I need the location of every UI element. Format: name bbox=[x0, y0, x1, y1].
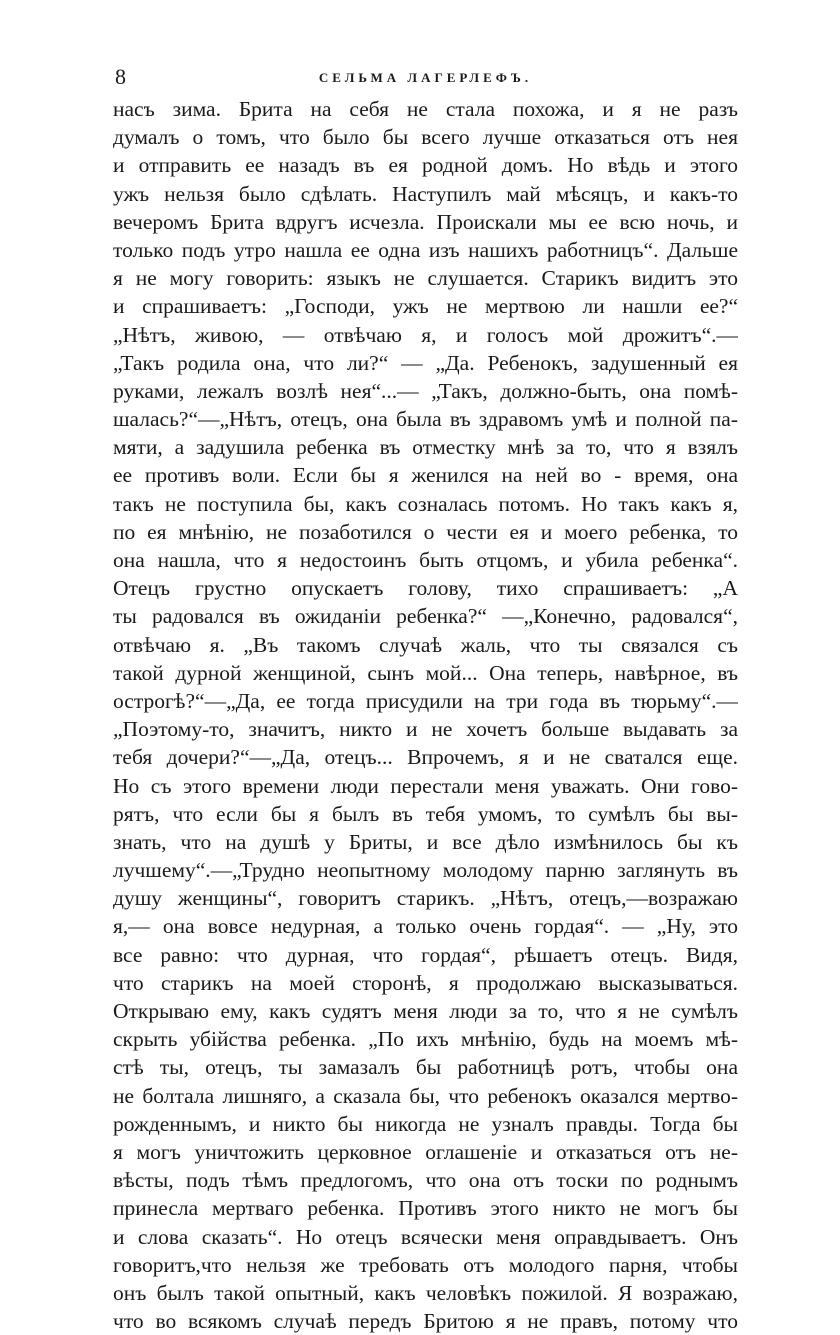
text-line: мяти, а задушила ребенка въ отместку мнѣ за то, что я взялъ bbox=[113, 435, 738, 460]
text-line: вечеромъ Брита вдругъ исчезла. Проискали мы ее всю ночь, и bbox=[113, 209, 738, 234]
text-line: не болтала лишняго, а сказала бы, что ребенокъ оказался мертво- bbox=[113, 1083, 738, 1108]
body-text bbox=[113, 95, 738, 1335]
text-line: и спрашиваетъ: „Господи, ужъ не мертвою ли нашли ее?“ bbox=[113, 294, 738, 319]
text-line: рятъ, что если бы я былъ въ тебя умомъ, то сумѣлъ бы вы- bbox=[113, 801, 738, 826]
text-line: я могъ уничтожить церковное оглашеніе и отказаться отъ не- bbox=[113, 1139, 738, 1164]
text-line: что во всякомъ случаѣ передъ Бритою я не правъ, потому что bbox=[113, 1309, 738, 1334]
text-line: острогѣ?“—„Да, ее тогда присудили на три года въ тюрьму“.— bbox=[113, 688, 738, 713]
text-line: такъ не поступила бы, какъ созналась потомъ. Но такъ какъ я, bbox=[113, 491, 738, 516]
text-line: принесла мертваго ребенка. Противъ этого никто не могъ бы bbox=[113, 1196, 738, 1221]
text-line: душу женщины“, говоритъ старикъ. „Нѣтъ, отецъ,—возражаю bbox=[113, 886, 738, 911]
text-line: ее противъ воли. Если бы я женился на ней во - время, она bbox=[113, 463, 738, 488]
text-line: „Такъ родила она, что ли?“ — „Да. Ребенокъ, задушенный ея bbox=[113, 350, 738, 375]
text-line: онъ былъ такой опытный, какъ человѣкъ пожилой. Я возражаю, bbox=[113, 1280, 738, 1305]
text-line: и слова сказать“. Но отецъ всячески меня оправдываетъ. Онъ bbox=[113, 1224, 738, 1249]
text-line: ты радовался въ ожиданіи ребенка?“ —„Конечно, радовался“, bbox=[113, 604, 738, 629]
text-line: и отправить ее назадъ въ ея родной домъ. Но вѣдь и этого bbox=[113, 153, 738, 178]
text-line: стѣ ты, отецъ, ты замазалъ бы работницѣ ротъ, чтобы она bbox=[113, 1055, 738, 1080]
text-line: по ея мнѣнію, не позаботился о чести ея и моего ребенка, то bbox=[113, 519, 738, 544]
text-line: я,— она вовсе недурная, а только очень гордая“. — „Ну, это bbox=[113, 914, 738, 939]
text-line: тебя дочери?“—„Да, отецъ... Впрочемъ, я и не сватался еще. bbox=[113, 745, 738, 770]
text-line: все равно: что дурная, что гордая“, рѣшаетъ отецъ. Видя, bbox=[113, 942, 738, 967]
text-line: лучшему“.—„Трудно неопытному молодому парню заглянуть въ bbox=[113, 858, 738, 883]
text-line: ужъ нельзя было сдѣлать. Наступилъ май мѣсяцъ, и какъ-то bbox=[113, 181, 738, 206]
text-line: говоритъ,что нельзя же требовать отъ молодого парня, чтобы bbox=[113, 1252, 738, 1277]
text-line: Открываю ему, какъ судятъ меня люди за то, что я не сумѣлъ bbox=[113, 999, 738, 1023]
text-line: она нашла, что я недостоинъ быть отцомъ, и убила ребенка“. bbox=[113, 548, 738, 572]
text-line: „Нѣтъ, живою, — отвѣчаю я, и голосъ мой дрожитъ“.— bbox=[113, 322, 738, 347]
running-title: СЕЛЬМА ЛАГЕРЛЕФЪ. bbox=[318, 70, 533, 85]
page-header bbox=[113, 62, 738, 94]
text-line: Отецъ грустно опускаетъ голову, тихо спрашиваетъ: „А bbox=[113, 576, 738, 601]
text-line: вѣсты, подъ тѣмъ предлогомъ, что она отъ тоски по роднымъ bbox=[113, 1168, 738, 1193]
text-line: рожденнымъ, и никто бы никогда не узналъ правды. Тогда бы bbox=[113, 1111, 738, 1136]
text-line: скрыть убійства ребенка. „По ихъ мнѣнію, будь на моемъ мѣ- bbox=[113, 1027, 738, 1052]
text-line: я не могу говорить: языкъ не слушается. Старикъ видитъ это bbox=[113, 266, 738, 291]
text-line: руками, лежалъ возлѣ нея“...— „Такъ, должно-быть, она помѣ- bbox=[113, 378, 738, 403]
text-line: шалась?“—„Нѣтъ, отецъ, она была въ здравомъ умѣ и полной па- bbox=[113, 407, 738, 432]
text-line: думалъ о томъ, что было бы всего лучше отказаться отъ нея bbox=[113, 125, 738, 150]
text-line: знать, что на душѣ у Бриты, и все дѣло измѣнилось бы къ bbox=[113, 829, 738, 854]
text-line: только подъ утро нашла ее одна изъ нашихъ работницъ“. Дальше bbox=[113, 237, 738, 262]
page-number: 8 bbox=[115, 64, 126, 89]
text-line: Но съ этого времени люди перестали меня уважать. Они гово- bbox=[113, 773, 738, 798]
text-line: „Поэтому-то, значитъ, никто и не хочетъ больше выдавать за bbox=[113, 717, 738, 742]
text-line: отвѣчаю я. „Въ такомъ случаѣ жаль, что ты связался съ bbox=[113, 632, 738, 657]
text-line: такой дурной женщиной, сынъ мой... Она теперь, навѣрное, въ bbox=[113, 660, 738, 685]
text-line: что старикъ на моей сторонѣ, я продолжаю высказываться. bbox=[113, 970, 738, 995]
text-line: насъ зима. Брита на себя не стала похожа, и я не разъ bbox=[113, 97, 738, 121]
